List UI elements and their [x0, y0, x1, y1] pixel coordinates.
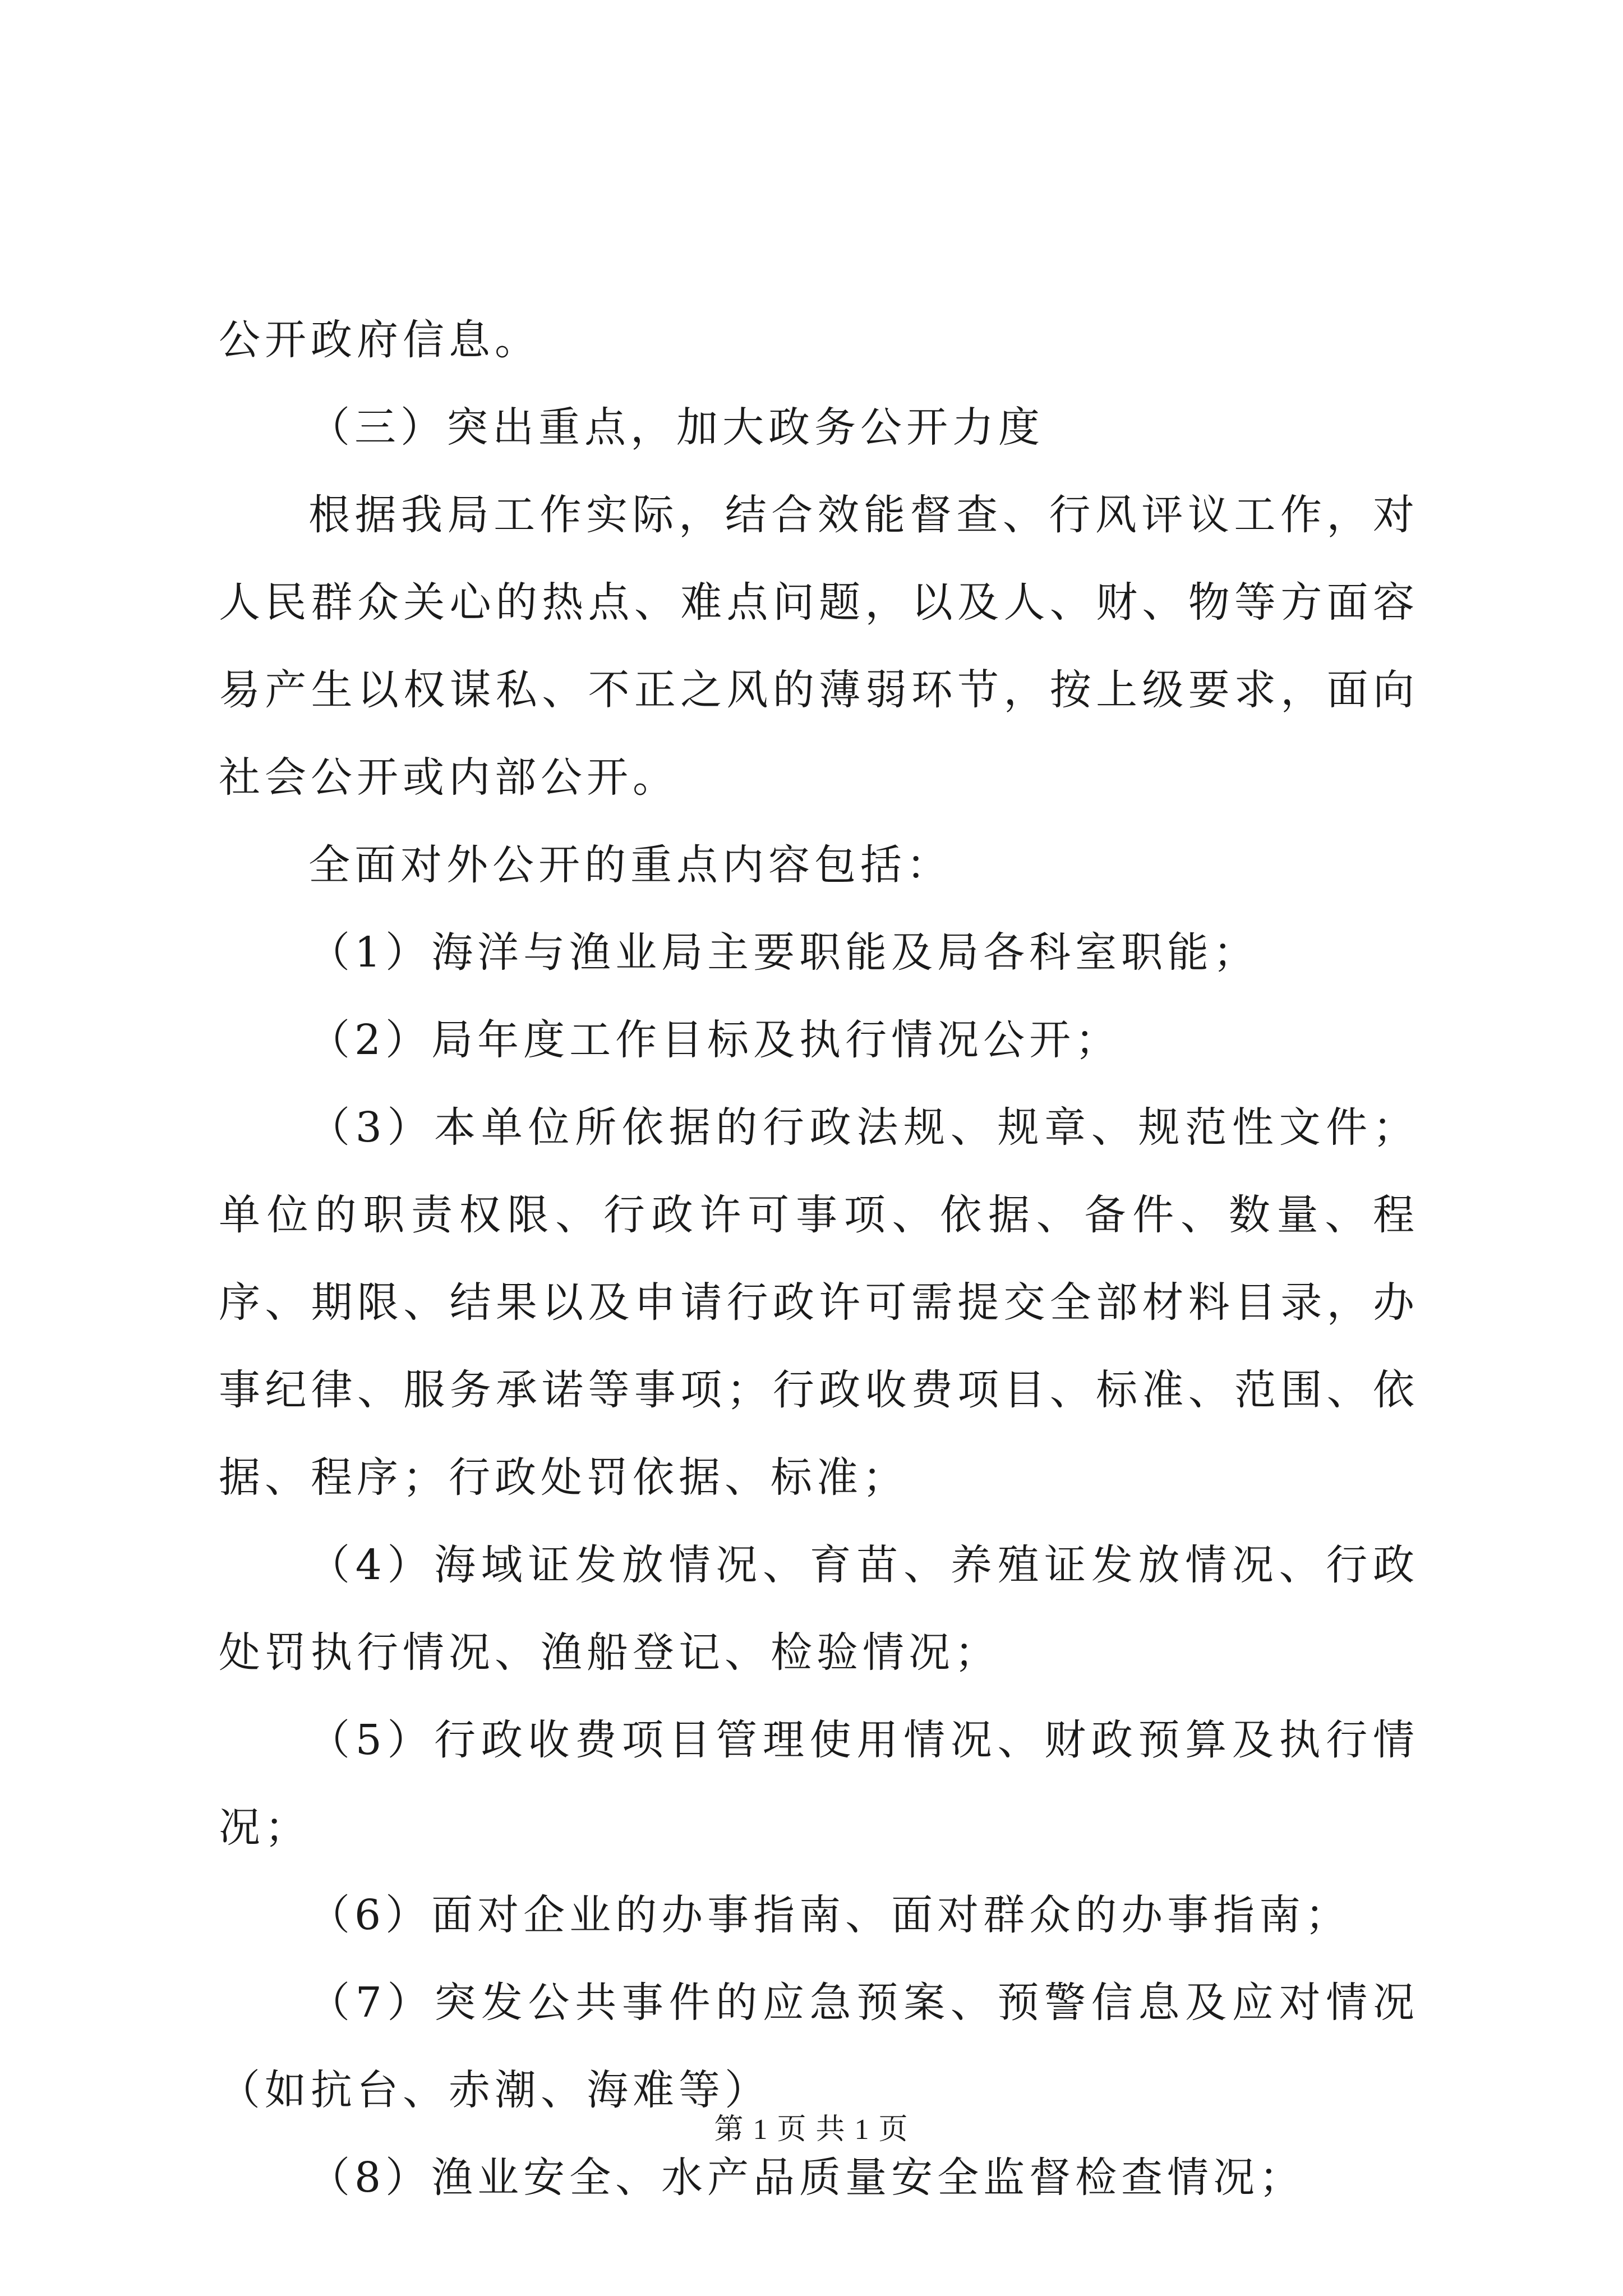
list-item-8: （8）渔业安全、水产品质量安全监督检查情况； — [308, 2154, 1306, 2202]
list-item-6: （6）面对企业的办事指南、面对群众的办事指南； — [308, 1891, 1352, 1939]
paragraph-continuation: 公开政府信息。 — [219, 316, 541, 364]
paragraph-list-lead: 全面对外公开的重点内容包括： — [308, 841, 952, 889]
list-item-3: （3）本单位所依据的行政法规、规章、规范性文件；单位的职责权限、行政许可事项、依据、备件、数量、程序、期限、结果以及申请行政许可需提交全部材料目录，办事纪律、服务承诺等事项；行政收费项目、标准、范围、依据、程序；行政处罚依据、标准； — [219, 1103, 1419, 1502]
list-item-4: （4）海域证发放情况、育苗、养殖证发放情况、行政处罚执行情况、渔船登记、检验情况； — [219, 1541, 1419, 1677]
list-item-1: （1）海洋与渔业局主要职能及局各科室职能； — [308, 928, 1260, 977]
paragraph-intro: 根据我局工作实际，结合效能督查、行风评议工作，对人民群众关心的热点、难点问题，以及人、财、物等方面容易产生以权谋私、不正之风的薄弱环节，按上级要求，面向社会公开或内部公开。 — [219, 491, 1419, 802]
list-item-7: （7）突发公共事件的应急预案、预警信息及应对情况（如抗台、赤潮、海难等） — [219, 1978, 1419, 2114]
document-body — [219, 296, 1419, 2221]
section-heading: （三）突出重点，加大政务公开力度 — [308, 403, 1044, 452]
page-number-footer: 第 1 页 共 1 页 — [714, 2114, 909, 2146]
list-item-5: （5）行政收费项目管理使用情况、财政预算及执行情况； — [219, 1716, 1419, 1852]
list-item-2: （2）局年度工作目标及执行情况公开； — [308, 1016, 1122, 1064]
